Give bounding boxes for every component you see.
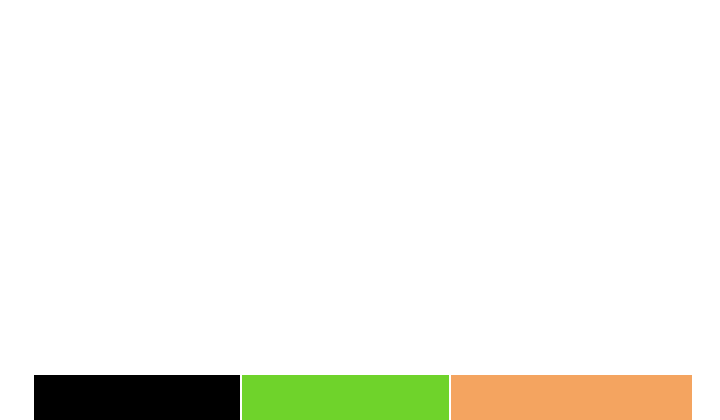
top-months-strip bbox=[34, 0, 694, 86]
legend-mixed-waste bbox=[34, 375, 240, 420]
legend-glass bbox=[242, 375, 449, 420]
legend-oils bbox=[451, 375, 692, 420]
